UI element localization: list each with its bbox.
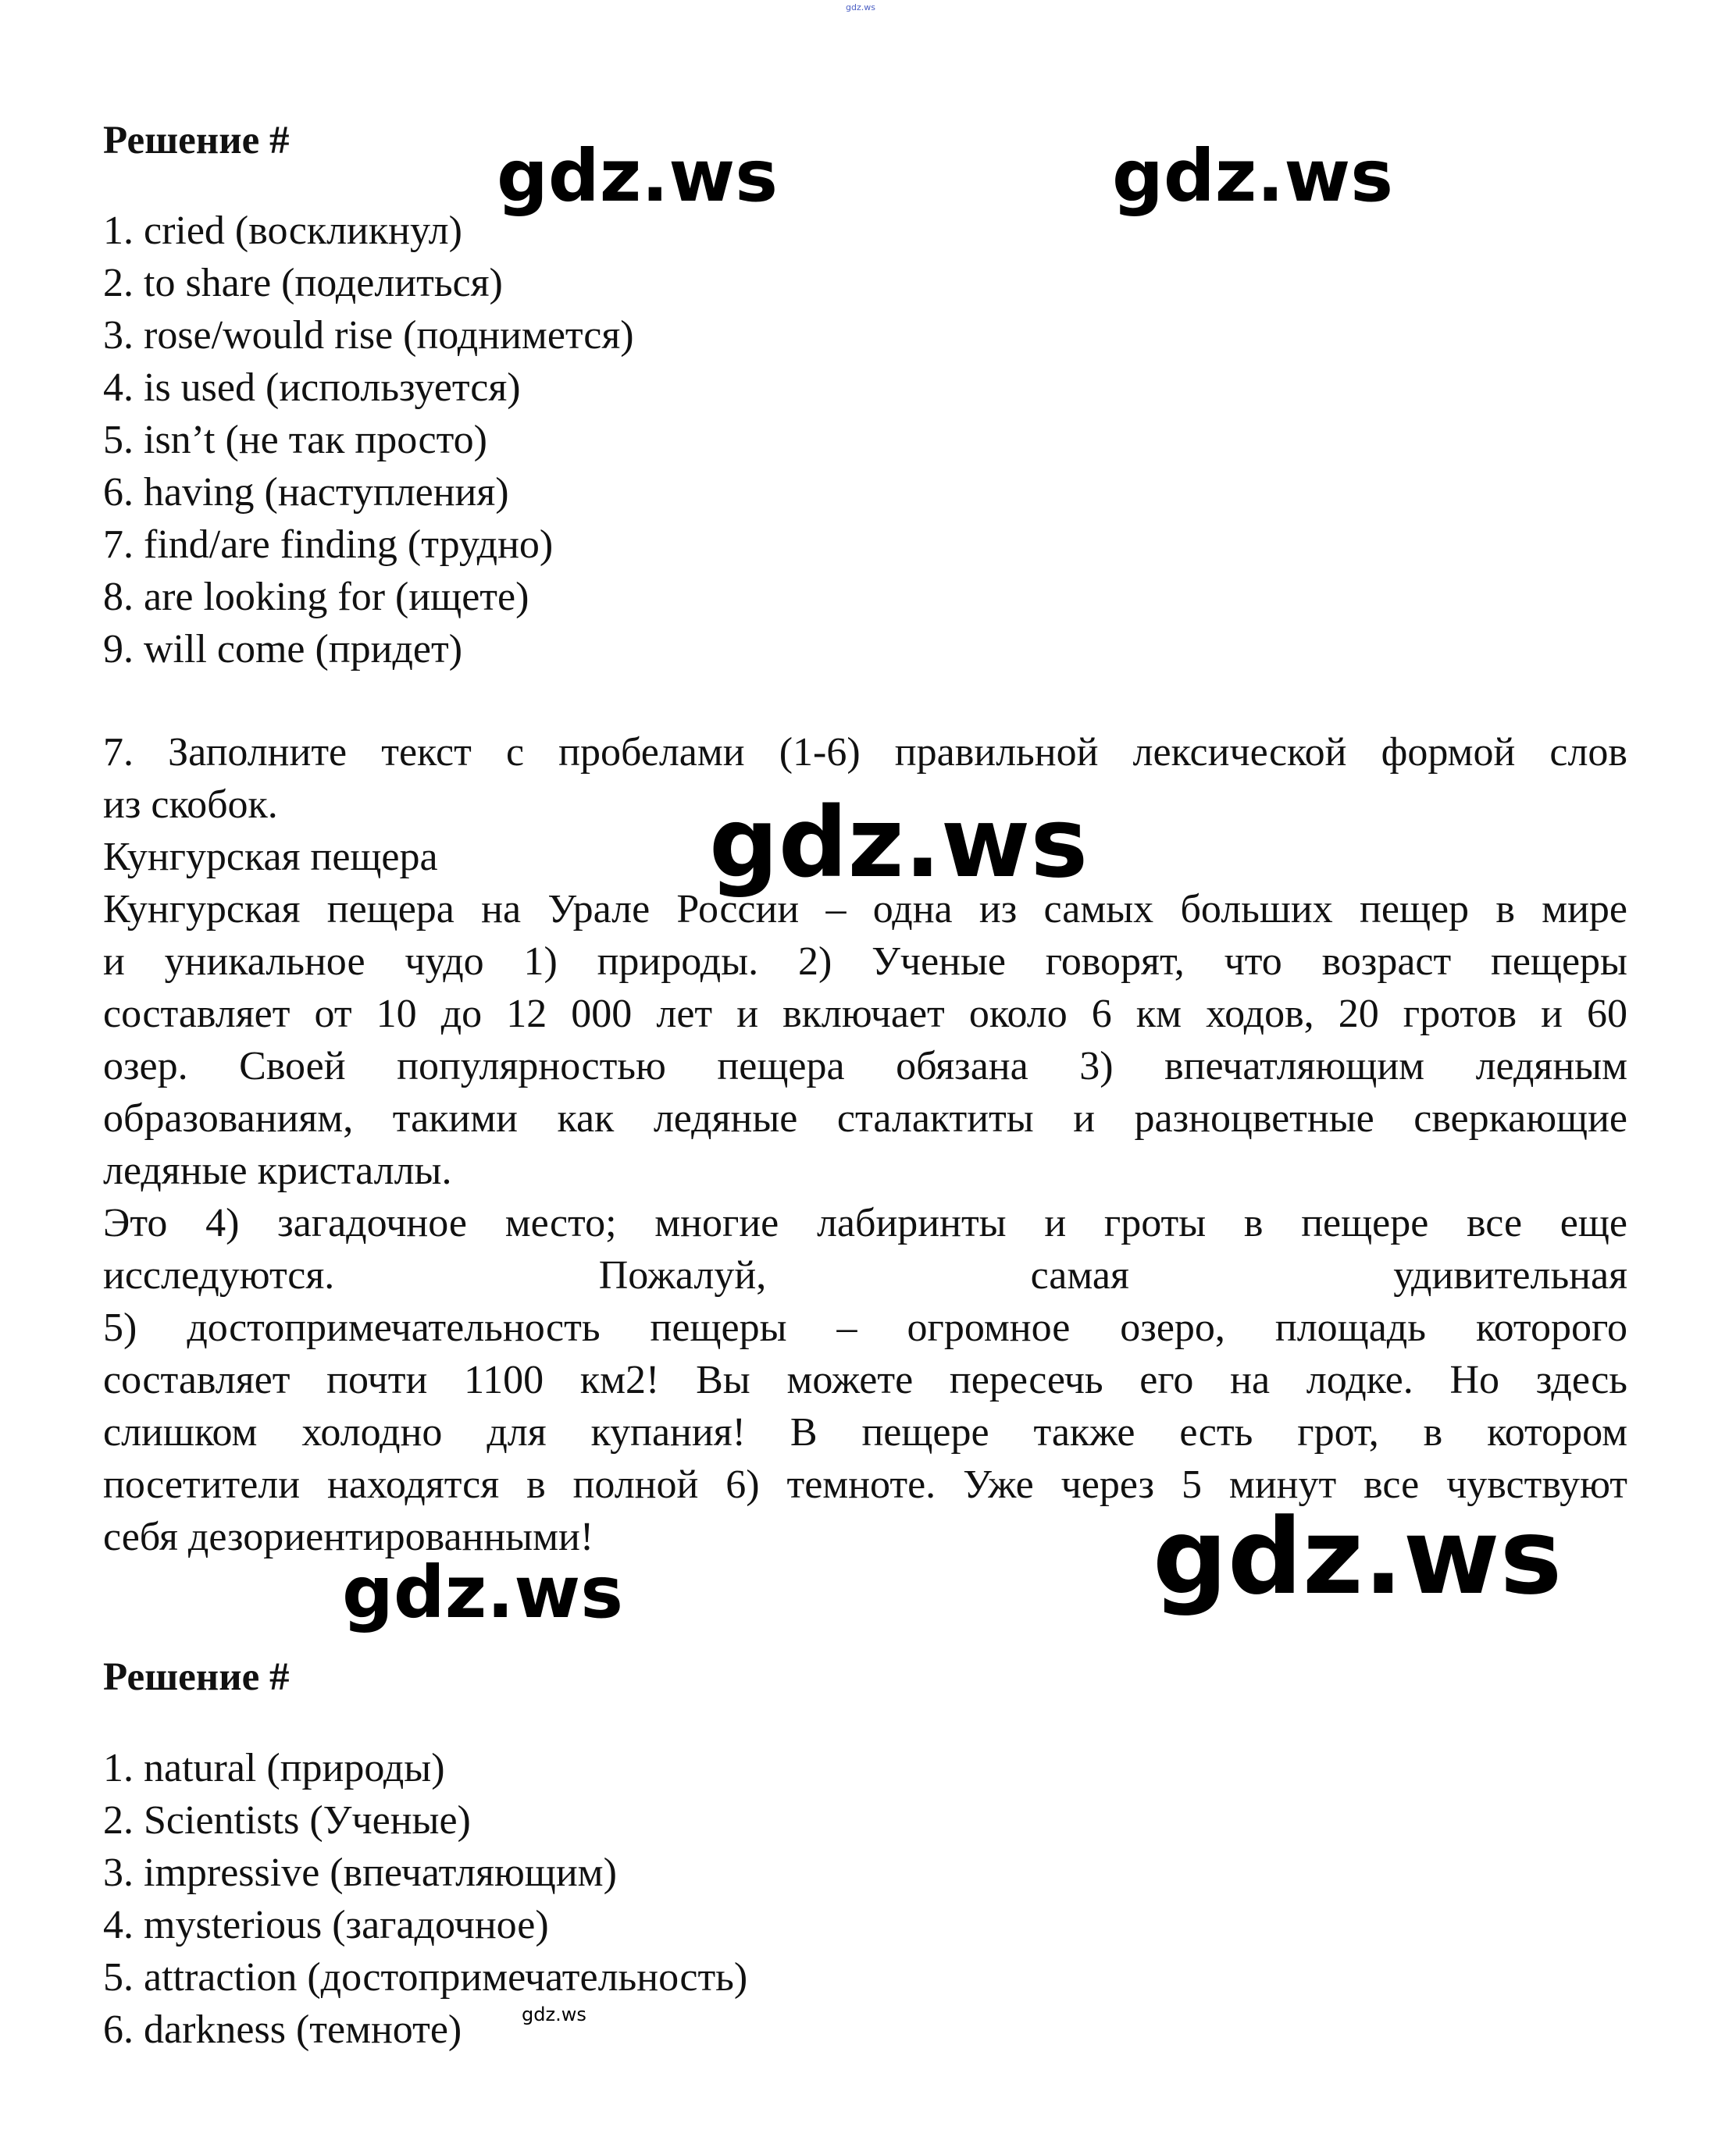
solution-heading-2: Решение # (103, 1655, 290, 1699)
text-line: составляет от 10 до 12 000 лет и включает около 6 км ходов, 20 гротов и 60 (103, 992, 1627, 1036)
watermark-bottom-small: gdz.ws (522, 2004, 586, 2025)
answer-item: 4. mysterious (загадочное) (103, 1903, 549, 1947)
text-line: Кунгурская пещера на Урале России – одна из самых больших пещер в мире (103, 887, 1627, 932)
text-line: образованиям, такими как ледяные сталактиты и разноцветные сверкающие (103, 1096, 1627, 1141)
text-line: Это 4) загадочное место; многие лабиринты и гроты в пещере все еще (103, 1201, 1627, 1245)
answer-item: 5. attraction (достопримечательность) (103, 1955, 748, 2000)
watermark-top-right: gdz.ws (1112, 134, 1393, 218)
task-text (103, 883, 1627, 1563)
answer-item: 8. are looking for (ищете) (103, 575, 529, 619)
answer-item: 6. having (наступления) (103, 470, 509, 515)
solution-heading-1: Решение # (103, 119, 290, 162)
answer-list-1 (103, 205, 634, 675)
text-line: посетители находятся в полной 6) темноте. Уже через 5 минут все чувствуют (103, 1462, 1627, 1507)
text-line: озер. Своей популярностью пещера обязана 3) впечатляющим ледяным (103, 1044, 1627, 1088)
text-line: ледяные кристаллы. (103, 1149, 452, 1193)
answer-item: 4. is used (используется) (103, 365, 521, 410)
text-line: себя дезориентированными! (103, 1515, 594, 1559)
text-line: исследуются. Пожалуй, самая удивительная (103, 1253, 1627, 1298)
answer-item: 2. to share (поделиться) (103, 261, 503, 305)
answer-item: 6. darkness (темноте) (103, 2007, 462, 2052)
watermark-middle: gdz.ws (709, 787, 1089, 899)
answer-item: 9. will come (придет) (103, 627, 463, 671)
text-line: 5) достопримечательность пещеры – огромное озеро, площадь которого (103, 1306, 1627, 1350)
instruction-line: из скобок. (103, 782, 278, 827)
instruction-line: 7. Заполните текст с пробелами (1-6) правильной лексической формой слов (103, 730, 1627, 775)
answer-item: 1. cried (воскликнул) (103, 208, 462, 253)
answer-item: 3. impressive (впечатляющим) (103, 1851, 617, 1895)
answer-list-2 (103, 1742, 747, 2056)
answer-item: 7. find/are finding (трудно) (103, 522, 554, 567)
text-title: Кунгурская пещера (103, 835, 438, 879)
answer-item: 5. isn’t (не так просто) (103, 418, 487, 462)
answer-item: 1. natural (природы) (103, 1746, 445, 1790)
answer-item: 2. Scientists (Ученые) (103, 1798, 471, 1843)
task-instruction (103, 726, 1627, 883)
text-line: и уникальное чудо 1) природы. 2) Ученые говорят, что возраст пещеры (103, 939, 1627, 984)
watermark-top-tiny: gdz.ws (846, 2, 875, 12)
watermark-top-left: gdz.ws (497, 134, 778, 218)
watermark-lower-right: gdz.ws (1153, 1496, 1563, 1618)
text-line: слишком холодно для купания! В пещере также есть грот, в котором (103, 1410, 1627, 1455)
answer-item: 3. rose/would rise (поднимется) (103, 313, 634, 358)
watermark-lower-left: gdz.ws (342, 1551, 623, 1634)
text-line: составляет почти 1100 км2! Вы можете пересечь его на лодке. Но здесь (103, 1358, 1627, 1402)
